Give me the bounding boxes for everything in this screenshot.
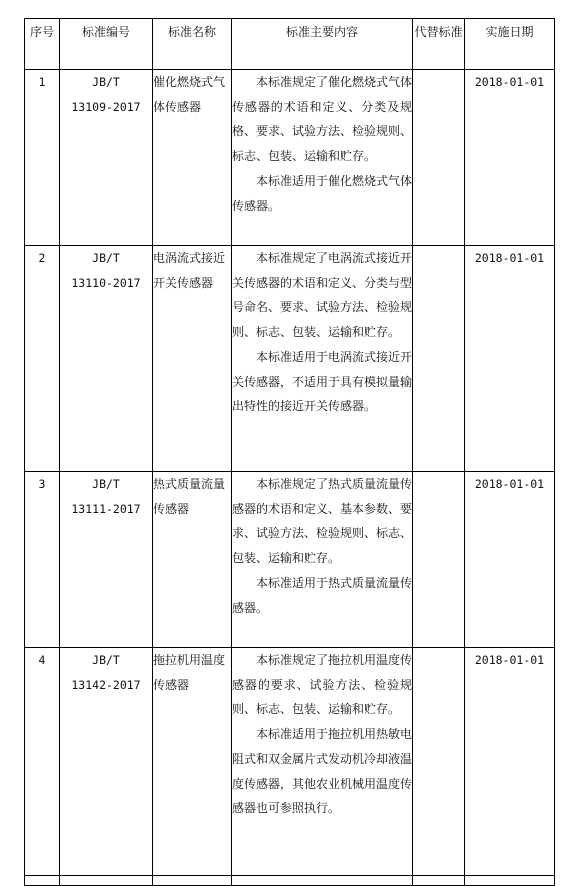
cell-seq: 2 [25,246,60,472]
cell-seq: 1 [25,70,60,246]
cell-replace [413,246,465,472]
table-row [25,648,555,876]
table-row [25,246,555,472]
content-paragraph: 本标准规定了电涡流式接近开关传感器的术语和定义、分类与型号命名、要求、试验方法、检验规则、标志、包装、运输和贮存。 [232,251,413,340]
standards-table [24,18,555,886]
cell-empty [465,876,555,886]
cell-seq: 4 [25,648,60,876]
header-replace: 代替标准 [413,19,465,70]
table-row [25,70,555,246]
cell-date: 2018-01-01 [465,70,555,246]
header-name: 标准名称 [153,19,232,70]
cell-empty [153,876,232,886]
cell-replace [413,648,465,876]
table-row [25,472,555,648]
content-paragraph: 本标准规定了热式质量流量传感器的术语和定义、基本参数、要求、试验方法、检验规则、标志、包装、运输和贮存。 [232,477,413,566]
header-date: 实施日期 [465,19,555,70]
code-prefix: JB/T [92,477,120,491]
cell-name: 拖拉机用温度传感器 [153,648,232,876]
cell-replace [413,472,465,648]
code-prefix: JB/T [92,251,120,265]
code-number: 13109-2017 [71,100,141,114]
cell-content [232,246,413,472]
content-paragraph: 本标准适用于电涡流式接近开关传感器，不适用于具有模拟量输出特性的接近开关传感器。 [232,349,413,414]
cell-empty [232,876,413,886]
content-paragraph: 本标准适用于热式质量流量传感器。 [232,575,413,615]
table-row-continued [25,876,555,886]
cell-date: 2018-01-01 [465,246,555,472]
cell-content [232,70,413,246]
table-header-row [25,19,555,70]
cell-content [232,648,413,876]
content-paragraph: 本标准适用于拖拉机用热敏电阻式和双金属片式发动机冷却液温度传感器，其他农业机械用温度传感器也可参照执行。 [232,727,413,816]
cell-name: 催化燃烧式气体传感器 [153,70,232,246]
cell-empty [413,876,465,886]
code-number: 13142-2017 [71,678,141,692]
code-number: 13111-2017 [71,502,141,516]
cell-content [232,472,413,648]
header-code: 标准编号 [60,19,153,70]
code-number: 13110-2017 [71,276,141,290]
cell-date: 2018-01-01 [465,648,555,876]
cell-empty [60,876,153,886]
header-seq: 序号 [25,19,60,70]
cell-code [60,472,153,648]
cell-replace [413,70,465,246]
standards-table-wrapper [24,18,555,886]
content-paragraph: 本标准规定了拖拉机用温度传感器的要求、试验方法、检验规则、标志、包装、运输和贮存。 [232,653,413,717]
header-content: 标准主要内容 [232,19,413,70]
content-paragraph: 本标准适用于催化燃烧式气体传感器。 [232,173,413,213]
cell-empty [25,876,60,886]
content-paragraph: 本标准规定了催化燃烧式气体传感器的术语和定义、分类及规格、要求、试验方法、检验规则、标志、包装、运输和贮存。 [232,75,413,164]
cell-name: 热式质量流量传感器 [153,472,232,648]
cell-name: 电涡流式接近开关传感器 [153,246,232,472]
cell-code [60,70,153,246]
cell-code [60,246,153,472]
code-prefix: JB/T [92,75,120,89]
cell-date: 2018-01-01 [465,472,555,648]
code-prefix: JB/T [92,653,120,667]
cell-seq: 3 [25,472,60,648]
cell-code [60,648,153,876]
